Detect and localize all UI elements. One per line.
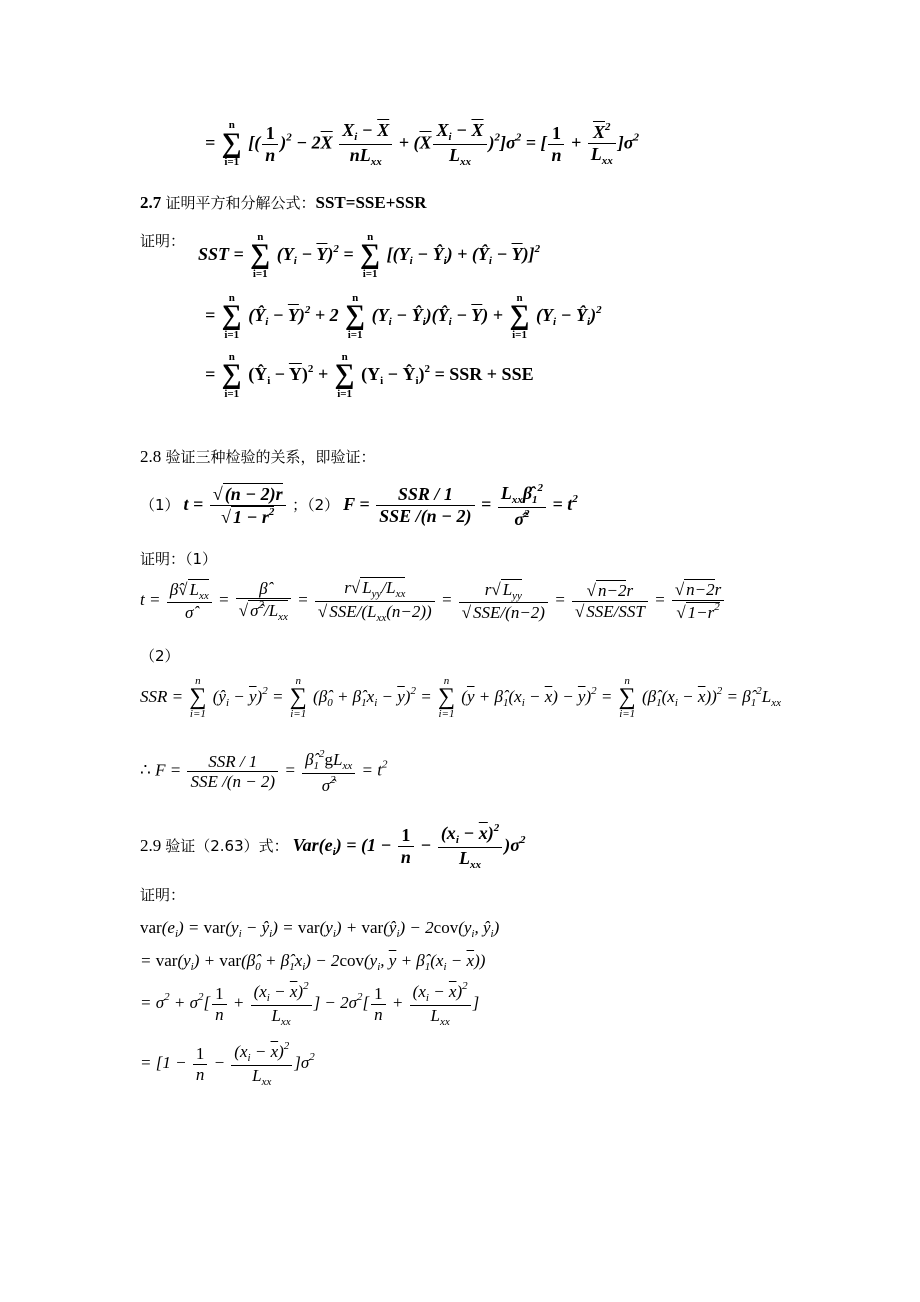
var-derivation-line-3: = $\sigma^2 + \sigma^2$[ $\frac{1}{n}$ + $\frac{(x_i - \overline{x})^2}{L_{xx}}$ ] − $2\sigma^2$[ $\frac{1}{n}$ + $\frac{(x_i - \overline{x})^2}{L_{xx}}$ ]	[140, 980, 480, 1028]
proof-label-2-8-part2: （2）	[140, 647, 180, 665]
section-title: 验证三种检验的关系，即验证：	[165, 448, 376, 466]
proof-label-2-8-part1: 证明：（1）	[140, 550, 218, 568]
section-number: 2.9	[140, 835, 162, 855]
section-title: 验证（2.63）式：	[165, 836, 289, 855]
section-number: 2.8	[140, 447, 162, 466]
equation-top: = n ∑ i=1 [( $\frac{1}{n}$ )$^2 - 2\overline{X}$ $\frac{X_i - \overline{X}}{nL_{xx}}$ + ($\overline{X}$ $\frac{X_i - \overline{X}}{L_{xx}}$ )$^2]\sigma^2$ = [ $\frac{1}{n}$ + $\frac{\overline{X}^2}{L_{xx}}$ ]$\sigma^2$	[205, 119, 639, 169]
section-2-9-heading: 2.9 验证（2.63）式： $Var(e_i) = (1$ − $\frac{1}{n}$ − $\frac{(x_i - \overline{x})^2}{L_{xx}}$ )$\sigma^2$	[140, 822, 526, 871]
var-derivation-line-2: = $var(y_i)$ + $var(\betâ_0$ + $\betâ_1x_i) - 2cov(y_i$, $\overline{y}$ + $\betâ_1(x_i - \overline{x})$)	[140, 951, 486, 973]
sst-equation-line-3: = n ∑ i=1 $(Ŷ_i - \overline{Y})^2$ + n ∑ i=1 ($Y_i$ − $Ŷ_i)^2$ = SSR + SSE	[205, 351, 534, 401]
sst-result: SSR + SSE	[449, 363, 534, 384]
section-number: 2.7	[140, 193, 162, 212]
section-title: 证明平方和分解公式：	[165, 194, 316, 212]
var-derivation-line-1: $var(e_i) = var(y_i$ − $ŷ_i) = var(y_i)$ + $var(ŷ_i) - 2cov(y_i$, $ŷ_i$)	[140, 918, 500, 940]
var-derivation-line-4: = [1 − $\frac{1}{n}$ − $\frac{(x_i - \overline{x})^2}{L_{xx}}$ ]$\sigma^2$	[140, 1040, 315, 1088]
sst-equation-line-2: = n ∑ i=1 $(Ŷ_i - \overline{Y})^2 + 2$ n ∑ i=1 ($Y_i$ − $Ŷ_i)(Ŷ_i - \overline{Y})$ + n ∑ i=1 ($Y_i$ − $Ŷ_i)^2$	[205, 292, 602, 342]
proof-label-2-7: 证明：	[140, 232, 186, 250]
item-2-label: ；（2）	[292, 495, 340, 514]
section-formula: SST=SSE+SSR	[315, 193, 427, 212]
section-2-8-heading	[140, 446, 376, 467]
proof-label-2-9: 证明：	[140, 886, 186, 904]
t-derivation: t = $\frac{\betâ√ L_{xx}}{\sigmâ}$ = $\frac{\betâ}{√ \sigmâ^2/L_{xx}}$ = $\frac{r√ L_{yy}/L_{xx}}{√ SSE/(L_{xx}(n-2))}$ = $\frac{r√ L_{yy}}{\text{√ SSE/(n−2)}}$ = $\frac{√ n-2r}{\text{√ SSE/SST}}$ = $\frac{√ n-2r}{√ 1-r^2}$	[140, 578, 726, 624]
ssr-derivation: SSR = n ∑ i=1 $(ŷ_i - \overline{y})^2$ = n ∑ i=1 ($\betâ_0$ + $\betâ_1x_i - \overline{y})^2$ = n ∑ i=1 ($\overline{y}$ + $\betâ_1(x_i - \overline{x}) - \overline{y})^2$ = n ∑ i=1 $(\betâ_1(x_i - \overline{x}))^2$ = $\betâ_1^2L_{xx}$	[140, 675, 781, 721]
section-2-8-statements: （1） t = $\frac{√ (n - 2)r}{√ 1 - r^2}$ ；（2） F = $\frac{\text{SSR / 1}}{\text{SSE /(n − 2)}}$ = $\frac{L_{xx}\betâ_1^2}{\sigmâ^2}$ = $t^2$	[140, 482, 578, 529]
f-derivation: ∴ F = $\frac{\text{SSR / 1}}{\text{SSE /(n − 2)}}$ = $\frac{\betâ_1^2gL_{xx}}{\sigmâ^2}$ = $t^2$	[140, 748, 388, 795]
sst-equation-line-1: SST = n ∑ i=1 $(Y_i - \overline{Y})^2$ = n ∑ i=1 [($Y_i$ − $Ŷ_i$) + $(Ŷ_i - \overline{Y})]^2$	[198, 231, 541, 281]
section-2-7-heading	[140, 192, 427, 213]
item-1-label: （1）	[140, 495, 180, 514]
